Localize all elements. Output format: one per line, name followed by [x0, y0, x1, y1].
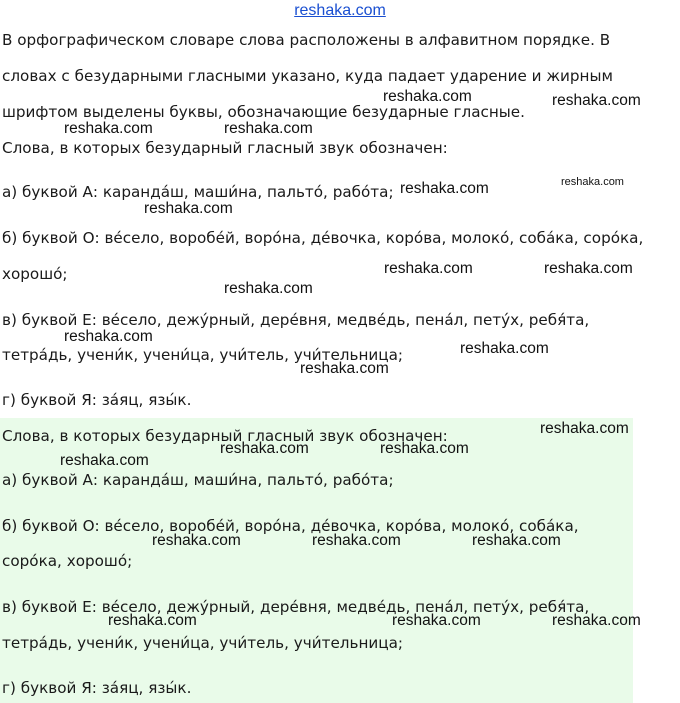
- watermark: reshaka.com: [561, 176, 624, 188]
- watermark: reshaka.com: [472, 532, 561, 549]
- watermark: reshaka.com: [144, 200, 233, 217]
- task-text-line: шрифтом выделены буквы, обозначающие безударные гласные.: [2, 103, 525, 121]
- watermark: reshaka.com: [60, 452, 149, 469]
- watermark: reshaka.com: [152, 532, 241, 549]
- watermark: reshaka.com: [392, 612, 481, 629]
- watermark: reshaka.com: [380, 440, 469, 457]
- watermark: reshaka.com: [384, 260, 473, 277]
- answer-item-e: в) буквой Е: ве́село, дежу́рный, дере́вня, медве́дь, пена́л, пету́х, ребя́та,: [2, 598, 590, 616]
- answer-item-ya: г) буквой Я: за́яц, язы́к.: [2, 679, 192, 697]
- watermark: reshaka.com: [108, 612, 197, 629]
- watermark: reshaka.com: [540, 420, 629, 437]
- watermark: reshaka.com: [224, 280, 313, 297]
- question-item-a: а) буквой А: каранда́ш, маши́на, пальто́, рабо́та;: [2, 183, 394, 201]
- watermark: reshaka.com: [383, 88, 472, 105]
- watermark: reshaka.com: [400, 180, 489, 197]
- watermark: reshaka.com: [460, 340, 549, 357]
- answer-intro: Слова, в которых безударный гласный звук обозначен:: [2, 427, 448, 445]
- answer-item-a: а) буквой А: каранда́ш, маши́на, пальто́, рабо́та;: [2, 471, 394, 489]
- site-link[interactable]: reshaka.com: [294, 2, 386, 19]
- task-text-line: В орфографическом словаре слова расположены в алфавитном порядке. В: [2, 31, 611, 49]
- question-intro: Слова, в которых безударный гласный звук обозначен:: [2, 139, 448, 157]
- question-item-o: б) буквой О: ве́село, воробе́й, воро́на, де́вочка, коро́ва, молоко́, соба́ка, соро́ка,: [2, 229, 644, 247]
- watermark: reshaka.com: [312, 532, 401, 549]
- watermark: reshaka.com: [552, 612, 641, 629]
- question-item-o-cont: хорошо́;: [2, 265, 68, 283]
- task-text-line: словах с безударными гласными указано, куда падает ударение и жирным: [2, 67, 613, 85]
- question-item-e-cont: тетра́дь, учени́к, учени́ца, учи́тель, учи́тельница;: [2, 346, 404, 364]
- question-item-ya: г) буквой Я: за́яц, язы́к.: [2, 391, 192, 409]
- watermark: reshaka.com: [224, 120, 313, 137]
- watermark: reshaka.com: [220, 440, 309, 457]
- answer-item-o-cont: соро́ка, хорошо́;: [2, 552, 133, 570]
- answer-item-o: б) буквой О: ве́село, воробе́й, воро́на, де́вочка, коро́ва, молоко́, соба́ка,: [2, 517, 579, 535]
- watermark: reshaka.com: [544, 260, 633, 277]
- answer-item-e-cont: тетра́дь, учени́к, учени́ца, учи́тель, учи́тельница;: [2, 634, 404, 652]
- watermark: reshaka.com: [64, 120, 153, 137]
- watermark: reshaka.com: [300, 360, 389, 377]
- watermark: reshaka.com: [552, 92, 641, 109]
- question-item-e: в) буквой Е: ве́село, дежу́рный, дере́вня, медве́дь, пена́л, пету́х, ребя́та,: [2, 311, 590, 329]
- watermark: reshaka.com: [64, 328, 153, 345]
